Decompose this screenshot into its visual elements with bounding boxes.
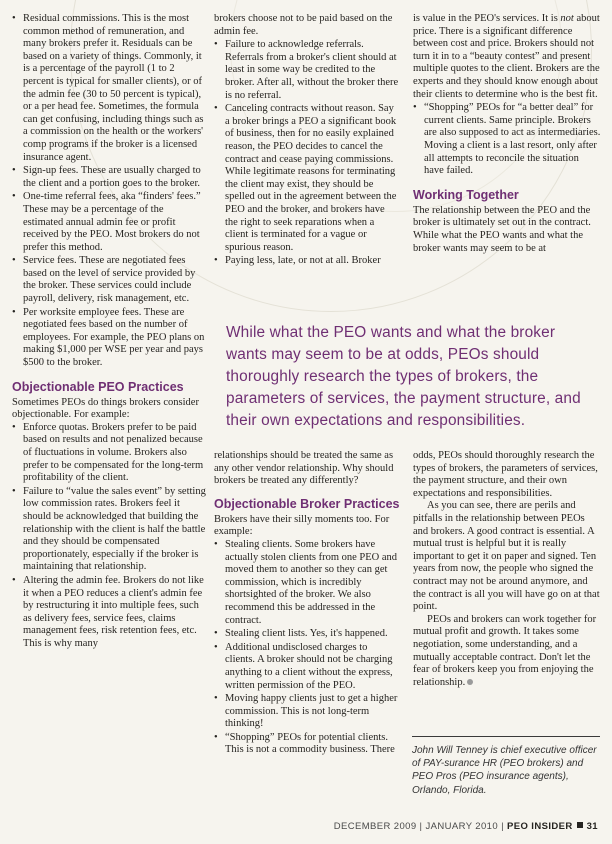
list-item: • Altering the admin fee. Brokers do not like it when a PEO reduces a client's admin fee by restructuring it into multiple fees, such as delivery fees, service fees, claims management fees, risk retention fees, etc. This is why many [12, 575, 206, 651]
column-right-top [413, 13, 601, 255]
list-item: • Paying less, late, or not at all. Broker [214, 255, 400, 268]
paragraph [413, 614, 601, 690]
peo-practices-list [12, 422, 206, 651]
spacer [214, 488, 400, 497]
page-number: 31 [586, 821, 598, 832]
column-right-bottom [413, 450, 601, 689]
page-footer [334, 821, 598, 832]
list-item: • Canceling contracts without reason. Say a broker brings a PEO a significant book of business, then for no easily explained reason, the PEO decides to cancel the contract and cease paying commissions. While legitimate reasons for terminating the client may exist, they should be spelled out in the agreement between the PEO and the broker, and brokers have the right to seek reparations when a client is terminated for a vague or spurious reason. [214, 103, 400, 254]
spacer [12, 371, 206, 380]
list-item: • Stealing clients. Some brokers have actually stolen clients from one PEO and moved them to another so they can get commission, which is incredibly shortsighted of the broker. We also recommend this be addressed in the contract. [214, 539, 400, 627]
heading-objectionable-broker-practices: Objectionable Broker Practices [214, 496, 400, 511]
text-run: PEOs and brokers can work together for mutual profit and growth. It takes some negotiation, some understanding, and a mutually acceptable contract. Don't let the fear of brokers keep you from enjoying the relationship. [413, 613, 597, 688]
column-middle-bottom [214, 450, 400, 758]
end-mark-icon [467, 679, 473, 685]
peo-practices-list-continued [214, 13, 400, 268]
paragraph: relationships should be treated the same as any other vendor relationship. Why should brokers be treated any differently? [214, 450, 394, 487]
list-item: • Sign-up fees. These are usually charged to the client and a portion goes to the broker. [12, 165, 206, 190]
list-item-continued: brokers choose not to be paid based on the admin fee. [214, 13, 393, 37]
list-item-continued [413, 13, 601, 101]
list-item: • Enforce quotas. Brokers prefer to be paid based on results and not penalized because of fluctuations in volume. Brokers also prefer to be compensated for the long-term profitability of the client. [12, 422, 206, 485]
compensation-methods-list [12, 13, 206, 370]
column-left [12, 13, 206, 652]
broker-practices-list [214, 539, 400, 757]
paragraph: Brokers have their silly moments too. For example: [214, 513, 390, 538]
list-item: • Service fees. These are negotiated fees based on the level of service provided by the broker. These services could include payroll, delivery, risk management, etc. [12, 255, 206, 305]
pull-quote: While what the PEO wants and what the broker wants may seem to be at odds, PEOs should thoroughly research the types of brokers, the parameters of services, the payment structure, and their own expectations and responsibilities. [226, 324, 581, 429]
list-item: • Stealing client lists. Yes, it's happened. [214, 628, 400, 641]
list-item: • “Shopping” PEOs for potential clients. This is not a commodity business. There [214, 732, 400, 757]
column-middle-top [214, 13, 400, 269]
paragraph: The relationship between the PEO and the broker is ultimately set out in the contract. While what the PEO wants and what the broker wants may seem to be at [413, 204, 591, 254]
broker-practices-list-continued [413, 13, 601, 178]
author-bio: John Will Tenney is chief executive officer of PAY-surance HR (PEO brokers) and PEO Pros (PEO insurance agents), Orlando, Florida. [412, 736, 600, 797]
emphasis: not [560, 13, 574, 24]
paragraph: Sometimes PEOs do things brokers consider objectionable. For example: [12, 396, 199, 421]
spacer [413, 179, 601, 188]
magazine-title: PEO INSIDER [506, 821, 573, 832]
list-item: • Failure to “value the sales event” by setting low commission rates. Brokers feel it should be acknowledged that building the relationship with the client is half the battle and they should be compensated proportionately, especially if the broker is maintaining that relationship. [12, 486, 206, 574]
paragraph: As you can see, there are perils and pitfalls in the relationship between PEOs and brokers. A good contract is essential. A mutual trust is helpful but it is really important to get it on paper and signed. Ten years from now, the people who signed the contract may not be around anymore, and the contract is all you will have go on at that point. [413, 500, 600, 613]
text-run: about price. There is a significant difference between cost and price. Brokers should not turn it in to a “beauty contest” and present multiple quotes to the client. Brokers are the experts and they should know enough about their clients to determine who is the best fit. [413, 13, 600, 100]
list-item: • “Shopping” PEOs for “a better deal” for current clients. Same principle. Brokers are also supposed to act as intermediaries. Moving a client is a last resort, only after all attempts to reconcile the situation have failed. [413, 102, 601, 178]
list-item: • Per worksite employee fees. These are negotiated fees based on the number of employees. For example, the PEO plans on making $1,000 per WSE per year and pays $500 to the broker. [12, 307, 206, 370]
heading-objectionable-peo-practices: Objectionable PEO Practices [12, 379, 184, 394]
list-item: • Additional undisclosed charges to clients. A broker should not be charging anything to a client without the express, written permission of the PEO. [214, 642, 400, 692]
issue-date: DECEMBER 2009 | JANUARY 2010 | [333, 821, 507, 832]
list-item: • Residual commissions. This is the most common method of remuneration, and many brokers prefer it. Residuals can be based on a variety of things. Commonly, it is a percentage of the payroll (1 to 2 percent is typical for smaller clients), or of the admin fee (30 to 50 percent is typical), or a per head fee. Sometimes, the formula can get confusing, including things such as a commission on the health or the workers' comp programs if the broker is a licensed insurance agent. [12, 13, 206, 164]
list-item: • Failure to acknowledge referrals. Referrals from a broker's client should at least in some way be credited to the broker. After all, without the broker there is no referral. [214, 39, 400, 102]
heading-working-together: Working Together [413, 187, 519, 202]
list-item: • Moving happy clients just to get a higher commission. This is not long-term thinking! [214, 693, 400, 731]
list-item: • One-time referral fees, aka “finders' fees.” These may be a percentage of the estimated annual admin fee or profit received by the PEO. Most brokers do not prefer this method. [12, 191, 206, 254]
square-icon [577, 822, 583, 828]
paragraph: odds, PEOs should thoroughly research the types of brokers, the parameters of services, the payment structure, and their own expectations and responsibilities. [413, 450, 598, 499]
text-run: is value in the PEO's services. It is [413, 13, 561, 24]
